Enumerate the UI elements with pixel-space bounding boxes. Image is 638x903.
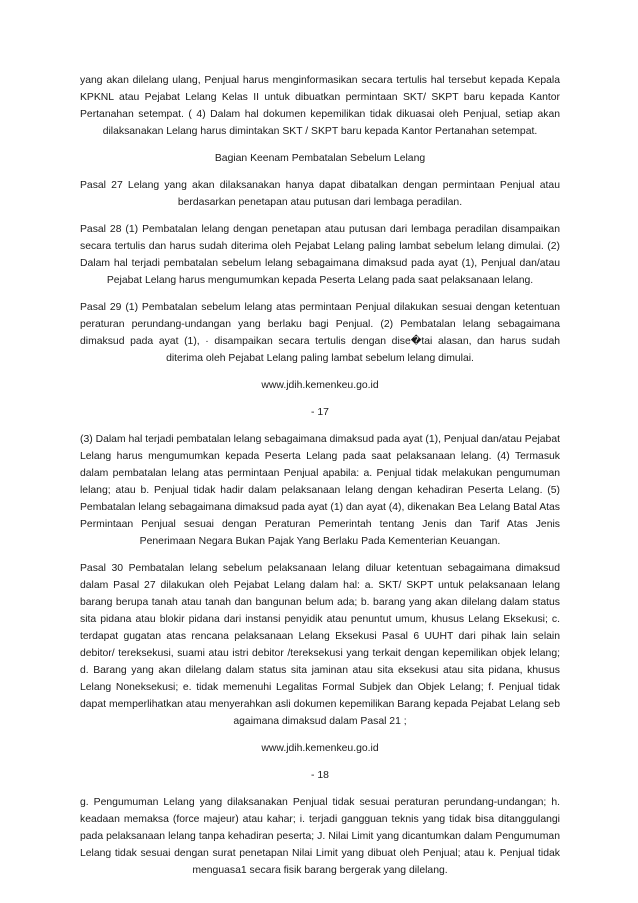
- page-number: - 17: [311, 407, 329, 418]
- source-url: www.jdih.kemenkeu.go.id: [261, 380, 379, 391]
- document-page: [80, 72, 560, 889]
- paragraph-continuation: yang akan dilelang ulang, Penjual harus menginformasikan secara tertulis hal tersebut kepada Kepala KPKNL atau Pejabat Lelang Kelas II untuk dibuatkan permintaan SKT/ SKPT baru kepada Kantor Pertanahan setempat. ( 4) Dalam hal dokumen kepemilikan tidak dikuasai oleh Penjual, setiap akan dilaksanakan Lelang harus dimintakan SKT / SKPT baru kepada Kantor Pertanahan setempat.: [80, 75, 560, 137]
- pasal-30: Pasal 30 Pembatalan lelang sebelum pelaksanaan lelang diluar ketentuan sebagaimana dimaksud dalam Pasal 27 dilakukan oleh Pejabat Lelang dalam hal: a. SKT/ SKPT untuk pelaksanaan lelang barang berupa tanah atau tanah dan bangunan belum ada; b. barang yang akan dilelang dalam status sita pidana atau blokir pidana dari instansi penyidik atau penuntut umum, khusus Lelang Eksekusi; c. terdapat gugatan atas rencana pelaksanaan Lelang Eksekusi Pasal 6 UUHT dari pihak lain selain debitor/ tereksekusi, suami atau istri debitor /tereksekusi yang terkait dengan kepemilikan objek lelang; d. Barang yang akan dilelang dalam status sita jaminan atau sita eksekusi atau sita pidana, khusus Lelang Noneksekusi; e. tidak memenuhi Legalitas Formal Subjek dan Objek Lelang; f. Penjual tidak dapat memperlihatkan atau menyerahkan asli dokumen kepemilikan Barang kepada Pejabat Lelang seb agaimana dimaksud dalam Pasal 21 ;: [80, 563, 560, 727]
- pasal-28: Pasal 28 (1) Pembatalan lelang dengan penetapan atau putusan dari lembaga peradilan disampaikan secara tertulis dan harus sudah diterima oleh Pejabat Lelang paling lambat sebelum lelang dimulai. (2) Dalam hal terjadi pembatalan sebelum lelang sebagaimana dimaksud pada ayat (1), Penjual dan/atau Pejabat Lelang harus mengumumkan kepada Peserta Lelang pada saat pelaksanaan lelang.: [80, 224, 560, 286]
- pasal-30-continued: g. Pengumuman Lelang yang dilaksanakan Penjual tidak sesuai peraturan perundang-undangan; h. keadaan memaksa (force majeur) atau kahar; i. terjadi gangguan teknis yang tidak bisa ditanggulangi pada pelaksanaan lelang tanpa kehadiran peserta; J. Nilai Limit yang dicantumkan dalam Pengumuman Lelang tidak sesuai dengan surat penetapan Nilai Limit yang dibuat oleh Penjual; atau k. Penjual tidak menguasa1 secara fisik barang bergerak yang dilelang.: [80, 797, 560, 876]
- pasal-27: Pasal 27 Lelang yang akan dilaksanakan hanya dapat dibatalkan dengan permintaan Penjual atau berdasarkan penetapan atau putusan dari lembaga peradilan.: [80, 180, 560, 208]
- pasal-29: Pasal 29 (1) Pembatalan sebelum lelang atas permintaan Penjual dilakukan sesuai dengan ketentuan peraturan perundang-undangan yang berlaku bagi Penjual. (2) Pembatalan lelang sebagaimana dimaksud pada ayat (1), · disampaikan secara tertulis dengan dise�tai alasan, dan harus sudah diterima oleh Pejabat Lelang paling lambat sebelum lelang dimulai.: [80, 302, 560, 364]
- page-number: - 18: [311, 770, 329, 781]
- pasal-29-continued: (3) Dalam hal terjadi pembatalan lelang sebagaimana dimaksud pada ayat (1), Penjual dan/atau Pejabat Lelang harus mengumumkan kepada Peserta Lelang pada saat pelaksanaan lelang. (4) Termasuk dalam pembatalan lelang atas permintaan Penjual apabila: a. Penjual tidak melakukan pengumuman lelang; atau b. Penjual tidak hadir dalam pelaksanaan lelang dengan kehadiran Peserta Lelang. (5) Pembatalan lelang sebagaimana dimaksud pada ayat (1) dan ayat (4), dikenakan Bea Lelang Batal Atas Permintaan Penjual sesuai dengan Peraturan Pemerintah tentang Jenis dan Tarif Atas Jenis Penerimaan Negara Bukan Pajak Yang Berlaku Pada Kementerian Keuangan.: [80, 434, 561, 547]
- section-heading: Bagian Keenam Pembatalan Sebelum Lelang: [214, 153, 426, 164]
- source-url: www.jdih.kemenkeu.go.id: [261, 743, 379, 754]
